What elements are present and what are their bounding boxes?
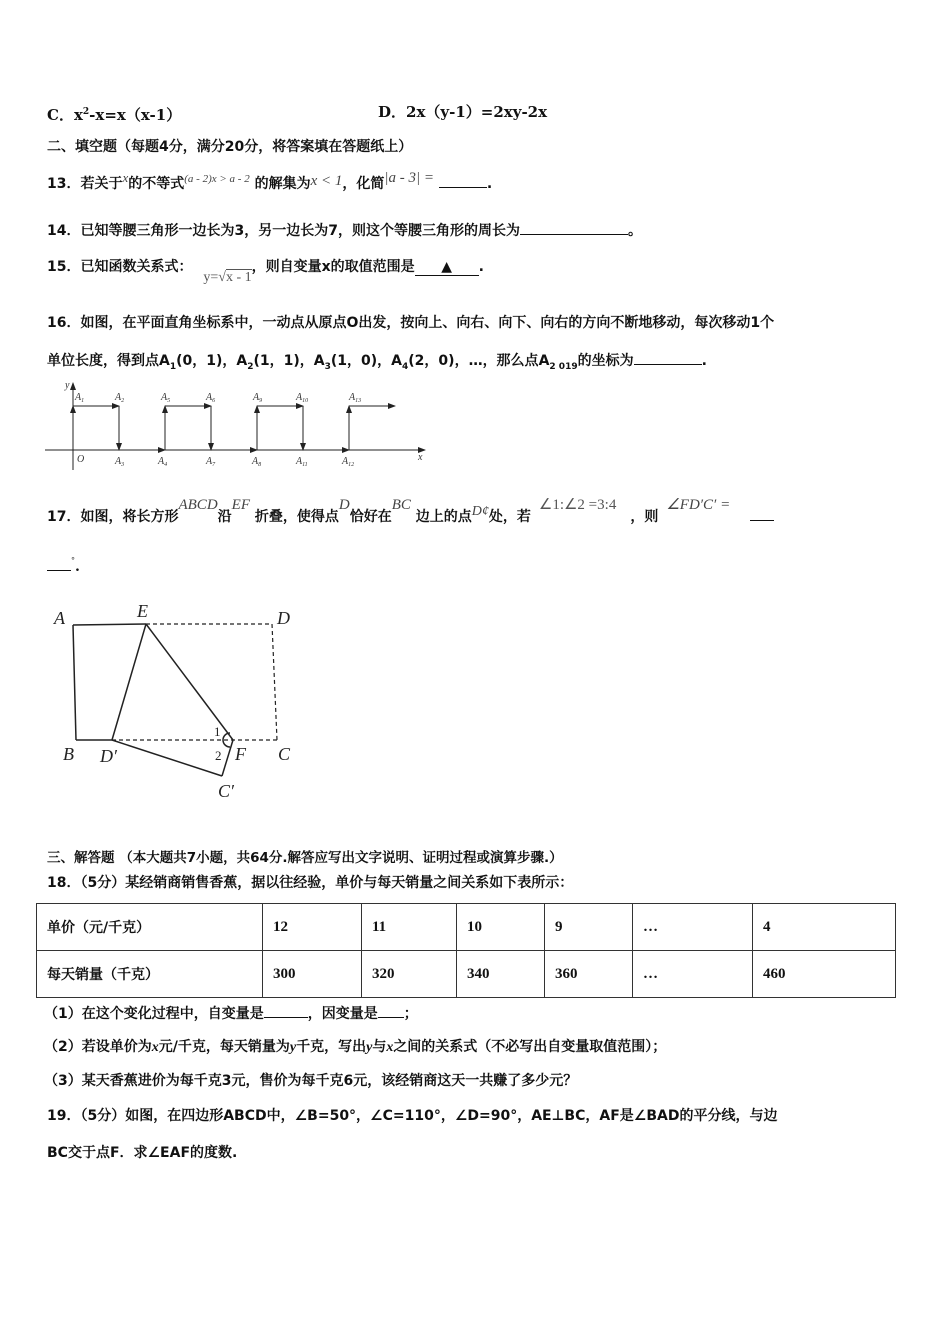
q17-text: 折叠，使得点: [254, 509, 339, 525]
vertex-b-label: B: [63, 744, 74, 764]
question-13: [47, 170, 493, 195]
section-2-heading: 二、填空题（每题4分，满分20分，将答案填在答题纸上）: [47, 139, 413, 155]
q19-text: （5分）如图，在四边形ABCD中，∠B=50°，∠C=110°，∠D=90°，AE⊥BC，AF是∠BAD的平分线，与边: [80, 1108, 778, 1124]
vertex-a-label: A: [54, 608, 65, 628]
option-c-expr-rest: -x=x（x-1）: [89, 106, 182, 124]
vertex-c-prime-label: C′: [218, 781, 234, 801]
figure-17-folded-rectangle: [50, 600, 310, 810]
q18-sub1-text: ，因变量是: [307, 1006, 378, 1022]
vertex-d-prime-label: D′: [100, 746, 117, 766]
vertex-e-label: E: [137, 601, 148, 621]
q18-sub-question-3: （3）某天香蕉进价为每千克3元，售价为每千克6元，该经销商这天一共赚了多少元？: [44, 1073, 578, 1089]
q13-text: ，化简: [342, 176, 385, 192]
q16-target: A: [538, 353, 550, 369]
point-a2-label: $A_2$: [115, 392, 125, 404]
question-17-line1: [47, 497, 774, 528]
q18-sub2-text: 之间的关系式（不必写出自变量取值范围）；: [393, 1039, 667, 1055]
option-d-expr: 2x（y-1）=2xy-2x: [406, 103, 548, 121]
q17-rect-abcd: ABCD: [178, 497, 218, 513]
q18-number: 18．: [47, 875, 81, 891]
q15-end: .: [478, 259, 484, 275]
q18-sub2-text: 元/千克，每天销量为: [158, 1039, 290, 1055]
q15-func-radicand: x - 1: [225, 270, 252, 285]
vertex-c-label: C: [278, 744, 291, 764]
point-a12-label: $A_{12}$: [342, 456, 355, 468]
q16-point-3: $A_3(1$，0)，: [313, 353, 392, 372]
q17-text: ，则: [630, 509, 659, 525]
q16-point-4: $A_4(2$，0)，: [391, 353, 469, 372]
point-a5-label: $A_5$: [161, 392, 171, 404]
q16-end: .: [701, 353, 707, 369]
q17-text: 沿: [217, 509, 232, 525]
q17-end: .: [75, 559, 80, 575]
section-3-heading: 三、解答题 （本大题共7小题，共64分.解答应写出文字说明、证明过程或演算步骤.）: [47, 850, 563, 866]
question-17-line2: [47, 556, 80, 578]
figure-16-coordinate-grid: [40, 378, 440, 473]
degree-symbol: °: [71, 555, 75, 565]
question-18: [47, 873, 573, 893]
table-cell: 360: [545, 951, 633, 998]
q18-sub2-var-y: y: [289, 1040, 297, 1055]
option-c-expr: x: [73, 106, 83, 124]
origin-label: O: [77, 454, 85, 465]
table-row-daily-sales: [37, 951, 896, 998]
question-19-line2: BC交于点F．求∠EAF的度数.: [47, 1145, 238, 1161]
q13-answer-blank[interactable]: [439, 173, 487, 188]
q18-sub1-end: ；: [403, 1006, 418, 1022]
option-c-exponent: 2: [82, 107, 90, 117]
table-cell: 460: [753, 951, 896, 998]
table-cell: 340: [457, 951, 545, 998]
q16-number: 16．: [47, 315, 81, 331]
point-a1-label: $A_1$: [75, 392, 85, 404]
table-row-header: 每天销量（千克）: [37, 951, 263, 998]
q13-var-x: x: [122, 170, 129, 185]
q13-number: 13．: [47, 176, 81, 192]
q16-point-2: $A_2(1$，1)，: [236, 353, 314, 372]
point-a8-label: $A_8$: [252, 456, 262, 468]
angle-2-label: 2: [215, 748, 222, 763]
x-axis-label: x: [418, 452, 423, 463]
q18-sub2-text: （2）若设单价为: [44, 1039, 152, 1055]
q15-text: ，则自变量x的取值范围是: [251, 259, 415, 275]
q13-text: 的解集为: [254, 176, 311, 192]
q17-answer-blank-b[interactable]: [47, 556, 71, 571]
q14-answer-blank[interactable]: [520, 220, 628, 235]
table-cell: 12: [263, 904, 362, 951]
q18-text: （5分）某经销商销售香蕉，据以往经验，单价与每天销量之间关系如下表所示：: [80, 875, 574, 891]
q16-text: 的坐标为: [577, 353, 634, 369]
table-cell: 4: [753, 904, 896, 951]
option-c-label: C．: [47, 106, 74, 124]
table-row-header: 单价（元/千克）: [37, 904, 263, 951]
q16-text: 单位长度，得到点: [47, 353, 159, 369]
q15-answer-blank[interactable]: [415, 261, 479, 276]
q18-sub1-blank-independent[interactable]: [264, 1003, 308, 1018]
q17-text: 恰好在: [349, 509, 392, 525]
question-14: [47, 220, 642, 241]
table-cell: 320: [362, 951, 457, 998]
q13-abs-expr: |a - 3| =: [384, 170, 435, 186]
q16-text: 如图，在平面直角坐标系中，一动点从原点O出发，按向上、向右、向下、向右的方向不断地移动，每次移动1个: [80, 315, 775, 331]
q16-target-sub: 2 019: [549, 361, 578, 372]
question-16-line2: [47, 350, 707, 377]
q16-answer-blank[interactable]: [634, 350, 702, 365]
q13-inequality: (a - 2)x > a - 2: [184, 173, 250, 185]
q14-number: 14．: [47, 223, 81, 239]
table-cell: …: [633, 904, 753, 951]
q13-solution-set: x < 1: [310, 173, 343, 189]
q17-angle-ratio: ∠1:∠2 =3:4: [538, 497, 617, 513]
point-a13-label: $A_{13}$: [349, 392, 362, 404]
q17-point-d: D: [338, 497, 350, 513]
q17-number: 17．: [47, 509, 81, 525]
q15-function: y=√x - 1: [203, 270, 252, 285]
y-axis-label: y: [65, 380, 70, 391]
table-cell: 10: [457, 904, 545, 951]
triangle-icon: ▲: [441, 259, 453, 275]
option-d-label: D．: [378, 103, 407, 121]
angle-1-label: 1: [214, 724, 221, 739]
point-a7-label: $A_7$: [206, 456, 216, 468]
q18-sub2-var-x: x: [386, 1040, 394, 1055]
point-a4-label: $A_4$: [158, 456, 168, 468]
q18-sub2-var-x: x: [151, 1040, 159, 1055]
q13-end: .: [486, 176, 493, 192]
q18-sub2-text: 与: [372, 1039, 387, 1055]
q18-sub1-blank-dependent[interactable]: [378, 1003, 404, 1018]
q17-text: 处，若: [488, 509, 531, 525]
q18-price-sales-table: [36, 903, 896, 998]
vertex-f-label: F: [235, 744, 246, 764]
q13-text: 若关于: [80, 176, 123, 192]
point-a6-label: $A_6$: [206, 392, 216, 404]
table-cell: …: [633, 951, 753, 998]
q18-sub2-text: 千克，写出: [296, 1039, 367, 1055]
q17-text: 边上的点: [415, 509, 472, 525]
q14-end: 。: [627, 223, 642, 239]
q17-text: 如图，将长方形: [80, 509, 179, 525]
q16-point-1: $A_1(0$，1)，: [159, 353, 237, 372]
q18-sub-question-1: [44, 1003, 418, 1024]
question-16-line1: [47, 313, 774, 333]
vertex-d-label: D: [277, 608, 290, 628]
table-cell: 9: [545, 904, 633, 951]
q18-sub-question-2: [44, 1037, 666, 1058]
option-c: [47, 102, 181, 125]
q16-text: …，那么点: [468, 353, 539, 369]
q17-angle-question: ∠FD′C′ =: [666, 497, 731, 513]
point-a10-label: $A_{10}$: [296, 392, 309, 404]
q15-func-y: y=: [203, 270, 219, 285]
question-19-line1: [47, 1106, 777, 1126]
q15-text: 已知函数关系式：: [80, 259, 193, 275]
q18-sub1-text: （1）在这个变化过程中，自变量是: [44, 1006, 264, 1022]
q14-text: 已知等腰三角形一边长为3，另一边长为7，则这个等腰三角形的周长为: [80, 223, 520, 239]
table-cell: 11: [362, 904, 457, 951]
q17-line-ef: EF: [231, 497, 250, 513]
point-a3-label: $A_3$: [115, 456, 125, 468]
q13-text: 的不等式: [128, 176, 185, 192]
option-d: [378, 102, 547, 122]
q17-side-bc: BC: [391, 497, 411, 513]
q18-sub2-var-y: y: [366, 1040, 373, 1055]
q19-number: 19．: [47, 1108, 81, 1124]
point-a9-label: $A_9$: [253, 392, 263, 404]
q15-number: 15．: [47, 259, 81, 275]
point-a11-label: $A_{11}$: [296, 456, 308, 468]
q17-point-d-prime: D¢: [471, 504, 489, 519]
question-15: [47, 257, 484, 285]
q17-answer-blank-a[interactable]: [750, 506, 774, 521]
table-cell: 300: [263, 951, 362, 998]
table-row-unit-price: [37, 904, 896, 951]
